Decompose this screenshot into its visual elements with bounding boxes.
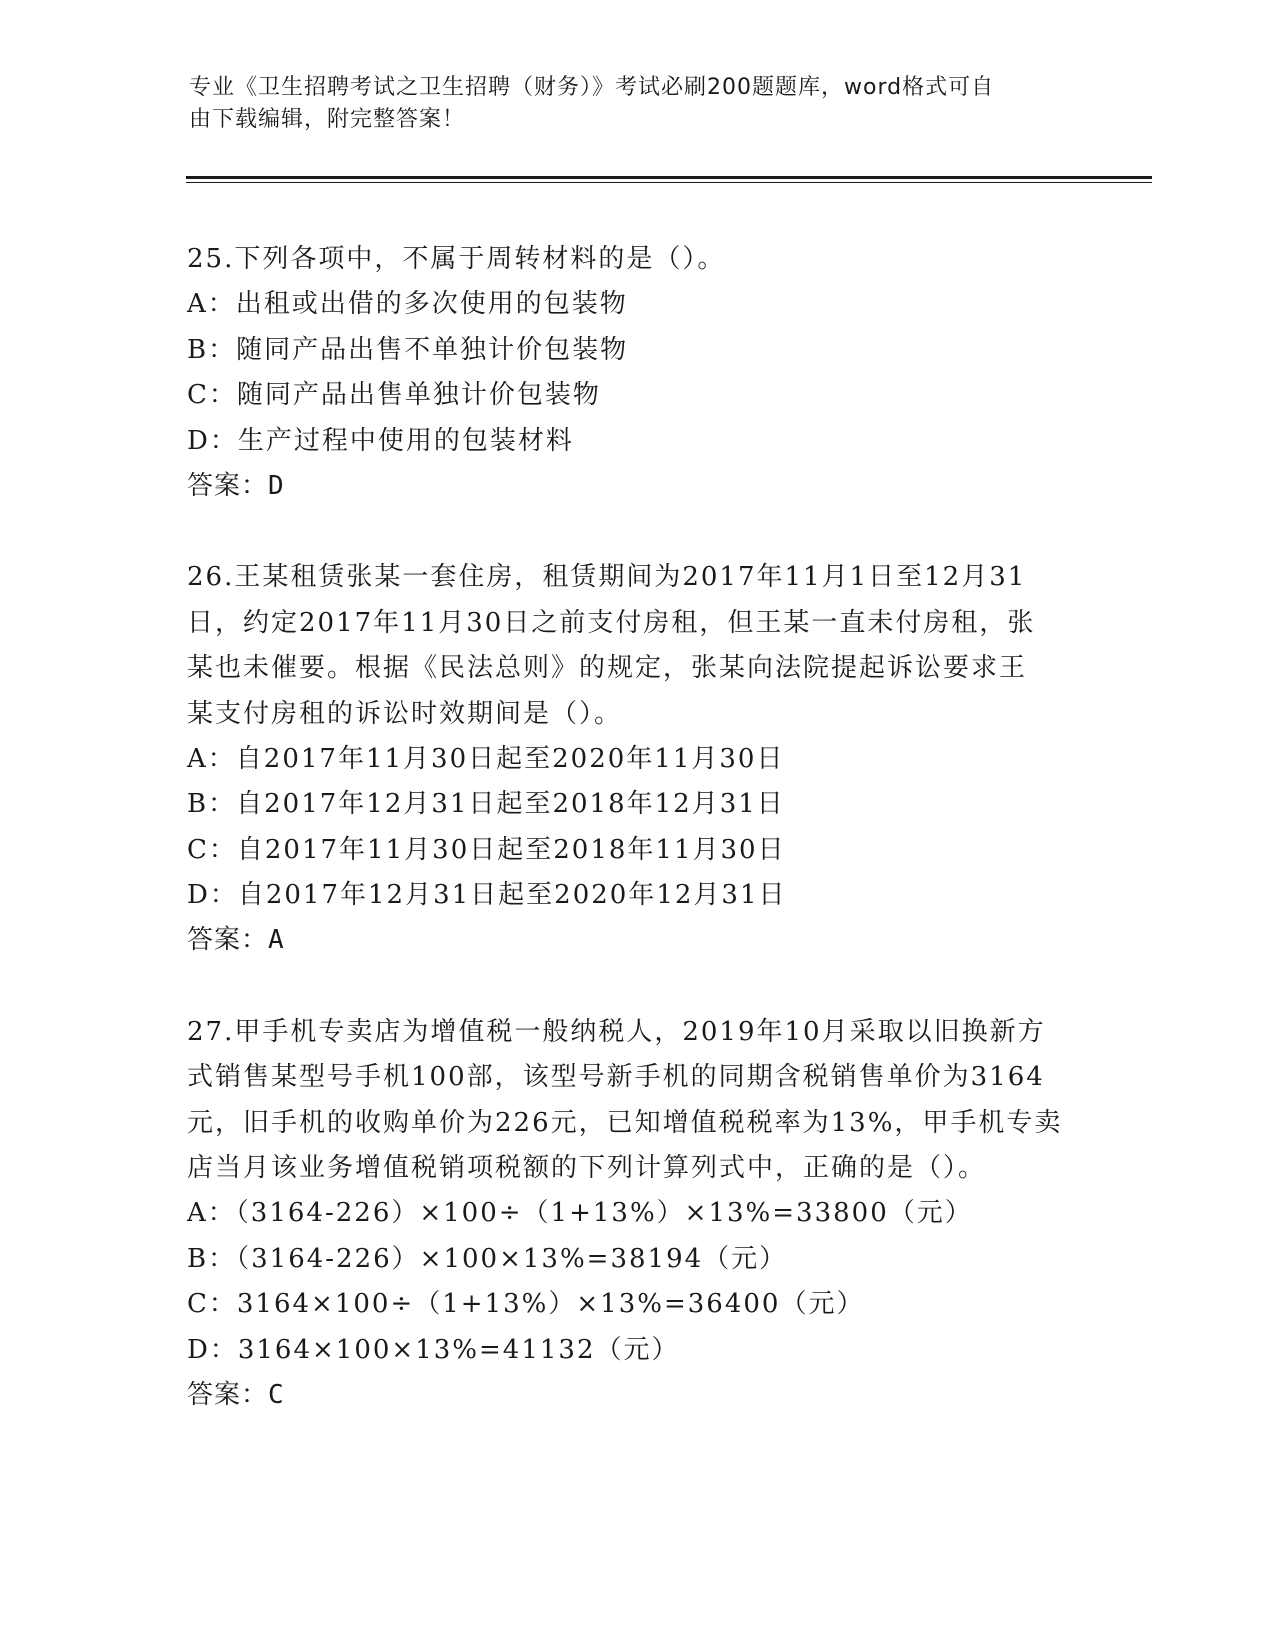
question-stem-line: 某也未催要。根据《民法总则》的规定，张某向法院提起诉讼要求王 [187,653,1028,684]
question-stem-line: 元，旧手机的收购单价为226元，已知增值税税率为13%，甲手机专卖 [187,1107,1063,1138]
option-d: D：3164×100×13%=41132（元） [187,1334,680,1365]
question-27 [187,1010,1087,1419]
option-c: C：3164×100÷（1+13%）×13%=36400（元） [187,1289,865,1320]
question-stem-line: 式销售某型号手机100部，该型号新手机的同期含税销售单价为3164 [187,1062,1045,1093]
question-stem-line: 店当月该业务增值税销项税额的下列计算列式中，正确的是（）。 [187,1153,987,1184]
answer-line [187,918,1087,963]
question-stem-line: 日，约定2017年11月30日之前支付房租，但王某一直未付房租，张 [187,607,1036,638]
option-a: A：自2017年11月30日起至2020年11月30日 [187,743,785,774]
document-header [189,72,1089,136]
answer-line [187,464,1087,509]
header-divider-thick [186,176,1152,179]
option-d: D：生产过程中使用的包装材料 [187,425,574,456]
header-divider-thin [186,182,1152,183]
answer-label: 答案： [187,925,269,956]
answer-value: A [268,925,285,956]
answer-label: 答案： [187,470,269,501]
question-stem-line: 27.甲手机专卖店为增值税一般纳税人，2019年10月采取以旧换新方 [187,1016,1046,1047]
option-c: C：随同产品出售单独计价包装物 [187,380,601,411]
option-d: D：自2017年12月31日起至2020年12月31日 [187,880,787,911]
question-25 [187,237,1087,509]
question-26 [187,555,1087,964]
header-line-1: 专业《卫生招聘考试之卫生招聘（财务）》考试必刷200题题库，word格式可自 [189,75,995,100]
header-line-2: 由下载编辑，附完整答案！ [189,107,466,132]
question-stem-line: 25.下列各项中，不属于周转材料的是（）。 [187,244,726,274]
option-b: B：（3164-226）×100×13%=38194（元） [187,1243,788,1274]
question-list [187,237,1087,1464]
option-a: A：出租或出借的多次使用的包装物 [187,289,628,320]
option-c: C：自2017年11月30日起至2018年11月30日 [187,834,786,865]
answer-value: C [268,1379,285,1410]
answer-value: D [268,470,285,501]
option-a: A：（3164-226）×100÷（1+13%）×13%=33800（元） [187,1198,973,1229]
option-b: B：随同产品出售不单独计价包装物 [187,334,629,365]
answer-line [187,1373,1087,1418]
question-stem-line: 某支付房租的诉讼时效期间是（）。 [187,698,623,729]
question-stem-line: 26.王某租赁张某一套住房，租赁期间为2017年11月1日至12月31 [187,562,1027,593]
answer-label: 答案： [187,1379,269,1410]
option-b: B：自2017年12月31日起至2018年12月31日 [187,789,785,820]
